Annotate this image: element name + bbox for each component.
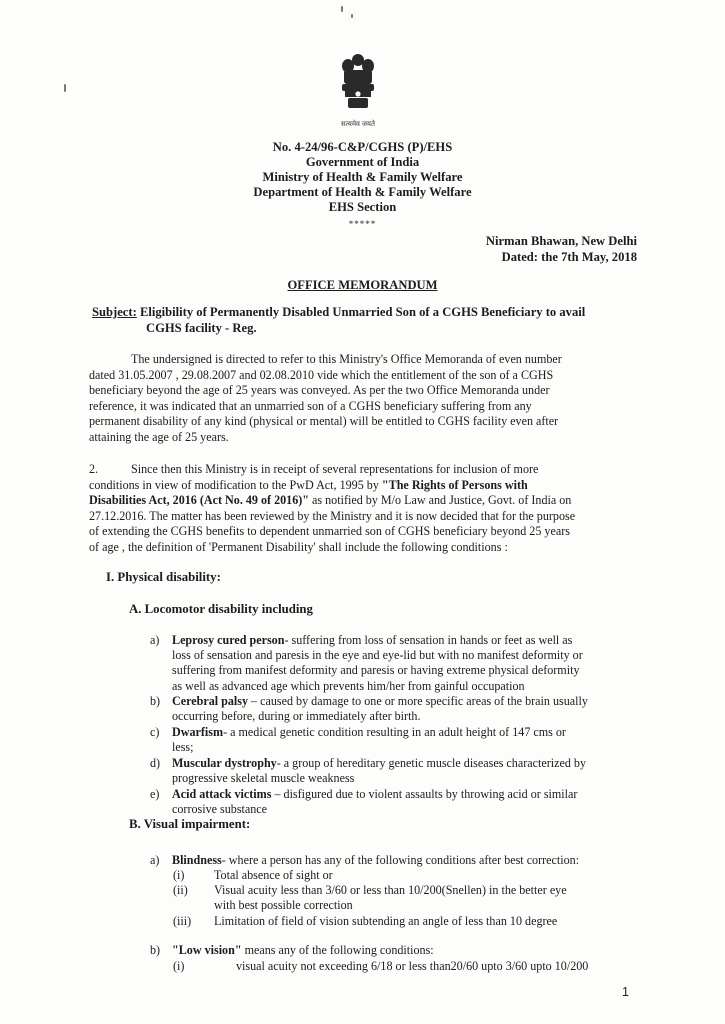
list-item	[150, 787, 630, 817]
subject-label: Subject:	[92, 305, 137, 319]
sub-item-text: Total absence of sight or	[214, 868, 333, 882]
item-term: "Low vision"	[172, 943, 242, 957]
item-text: corrosive substance	[172, 802, 268, 817]
item-text: less;	[172, 740, 194, 755]
paragraph-line: dated 31.05.2007 , 29.08.2007 and 02.08.2010 vide which the entitlement of the son of a CGHS	[89, 367, 554, 382]
item-term: Acid attack victims	[172, 787, 272, 801]
sub-item	[173, 914, 634, 929]
item-text: - a group of hereditary genetic muscle diseases characterized by	[276, 756, 586, 770]
paragraph-line: of age , the definition of 'Permanent Disability' shall include the following conditions :	[89, 539, 508, 554]
sub-item-number: (i)	[173, 868, 185, 882]
list-item	[150, 725, 630, 755]
item-marker: a)	[150, 853, 160, 867]
item-term: Muscular dystrophy	[172, 756, 277, 770]
emblem-motto: सत्यमेव जयते	[341, 120, 375, 128]
item-text: – disfigured due to violent assaults by throwing acid or similar	[271, 787, 578, 801]
list-item	[150, 756, 630, 786]
paragraph-line: reference, it was indicated that an unmarried son of a CGHS beneficiary suffering from any	[89, 398, 532, 413]
item-text: – caused by damage to one or more specific areas of the brain usually	[248, 694, 588, 708]
item-text: progressive skeletal muscle weakness	[172, 771, 355, 786]
item-text: suffering from manifest deformity and paresis or having extreme physical deformity	[172, 663, 580, 678]
item-marker: a)	[150, 633, 160, 647]
item-text: occurring before, during or immediately after birth.	[172, 709, 421, 724]
list-item	[150, 694, 630, 724]
subject-text-line2: CGHS facility - Reg.	[146, 321, 257, 335]
paragraph-number: 2.	[89, 462, 99, 476]
issue-date: Dated: the 7th May, 2018	[501, 250, 637, 264]
sub-item-text: with best possible correction	[214, 898, 353, 913]
item-marker: b)	[150, 694, 161, 708]
scan-speck	[64, 84, 66, 92]
subject-block	[92, 304, 640, 336]
scan-speck	[351, 14, 353, 18]
government-name: Government of India	[305, 155, 420, 169]
sub-item	[173, 883, 634, 913]
item-text: as well as advanced age which prevents him/her from gainful occupation	[172, 678, 525, 693]
paragraph-line: 27.12.2016. The matter has been reviewed by the Ministry and it is now decided that for the purpose	[89, 508, 576, 523]
item-text: loss of sensation and paresis in the eye and eye-lid but with no manifest deformity or	[172, 648, 583, 663]
item-marker: b)	[150, 943, 161, 957]
section-heading-locomotor: A. Locomotor disability including	[129, 602, 313, 616]
item-text: - where a person has any of the following conditions after best correction:	[221, 853, 580, 867]
section-name: EHS Section	[328, 200, 397, 214]
list-item	[150, 943, 630, 958]
section-heading-physical: I. Physical disability:	[106, 570, 221, 584]
paragraph-line: The undersigned is directed to refer to this Ministry's Office Memoranda of even number	[131, 352, 562, 366]
sub-item-text: visual acuity not exceeding 6/18 or less than20/60 upto 3/60 upto 10/200	[236, 959, 589, 973]
paragraph-line: of extending the CGHS benefits to dependent unmarried son of CGHS beneficiary beyond 25 years	[89, 524, 570, 539]
paragraph-line: beneficiary beyond the age of 25 years was conveyed. As per the two Office Memoranda under	[89, 383, 550, 398]
item-term: Cerebral palsy	[172, 694, 249, 708]
ministry-name: Ministry of Health & Family Welfare	[262, 170, 463, 184]
department-name: Department of Health & Family Welfare	[253, 185, 472, 199]
separator-stars: *****	[348, 219, 377, 229]
sub-item-number: (i)	[173, 959, 185, 973]
sub-item-text: Visual acuity less than 3/60 or less than 10/200(Snellen) in the better eye	[214, 883, 567, 897]
section-heading-visual: B. Visual impairment:	[129, 817, 251, 831]
sub-item-number: (ii)	[173, 883, 188, 897]
item-marker: e)	[150, 787, 160, 801]
sub-item-text: Limitation of field of vision subtending an angle of less than 10 degree	[214, 914, 558, 928]
list-item	[150, 633, 630, 694]
sub-item	[173, 959, 636, 974]
item-marker: d)	[150, 756, 161, 770]
list-item	[150, 853, 630, 868]
paragraph-1	[89, 352, 635, 446]
sub-item	[173, 868, 634, 883]
memo-title: OFFICE MEMORANDUM	[287, 278, 438, 292]
page-number: 1	[622, 985, 629, 999]
paragraph-line: conditions in view of modification to the PwD Act, 1995 by	[89, 477, 382, 492]
paragraph-line: as notified by M/o Law and Justice, Govt. of India on	[309, 493, 572, 508]
state-emblem-icon	[334, 50, 382, 122]
paragraph-line: permanent disability of any kind (physical or mental) will be entitled to CGHS facility even after	[89, 414, 559, 429]
item-term: Dwarfism	[172, 725, 224, 739]
issue-place: Nirman Bhawan, New Delhi	[485, 234, 637, 248]
paragraph-line: attaining the age of 25 years.	[89, 429, 229, 444]
scan-speck	[341, 6, 343, 12]
item-term: Leprosy cured person	[172, 633, 285, 647]
item-text: - suffering from loss of sensation in hands or feet as well as	[284, 633, 573, 647]
item-text: - a medical genetic condition resulting in an adult height of 147 cms or	[223, 725, 566, 739]
act-name: "The Rights of Persons with	[381, 477, 528, 492]
subject-text: Eligibility of Permanently Disabled Unmarried Son of a CGHS Beneficiary to avail	[139, 305, 586, 319]
sub-item-number: (iii)	[173, 914, 192, 928]
act-name-cont: Disabilities Act, 2016 (Act No. 49 of 2016)"	[89, 493, 310, 508]
paragraph-line: Since then this Ministry is in receipt of several representations for inclusion of more	[131, 462, 539, 476]
item-term: Blindness	[172, 853, 222, 867]
item-text: means any of the following conditions:	[241, 943, 434, 957]
paragraph-2	[89, 462, 635, 556]
reference-number: No. 4-24/96-C&P/CGHS (P)/EHS	[272, 140, 453, 154]
item-marker: c)	[150, 725, 160, 739]
